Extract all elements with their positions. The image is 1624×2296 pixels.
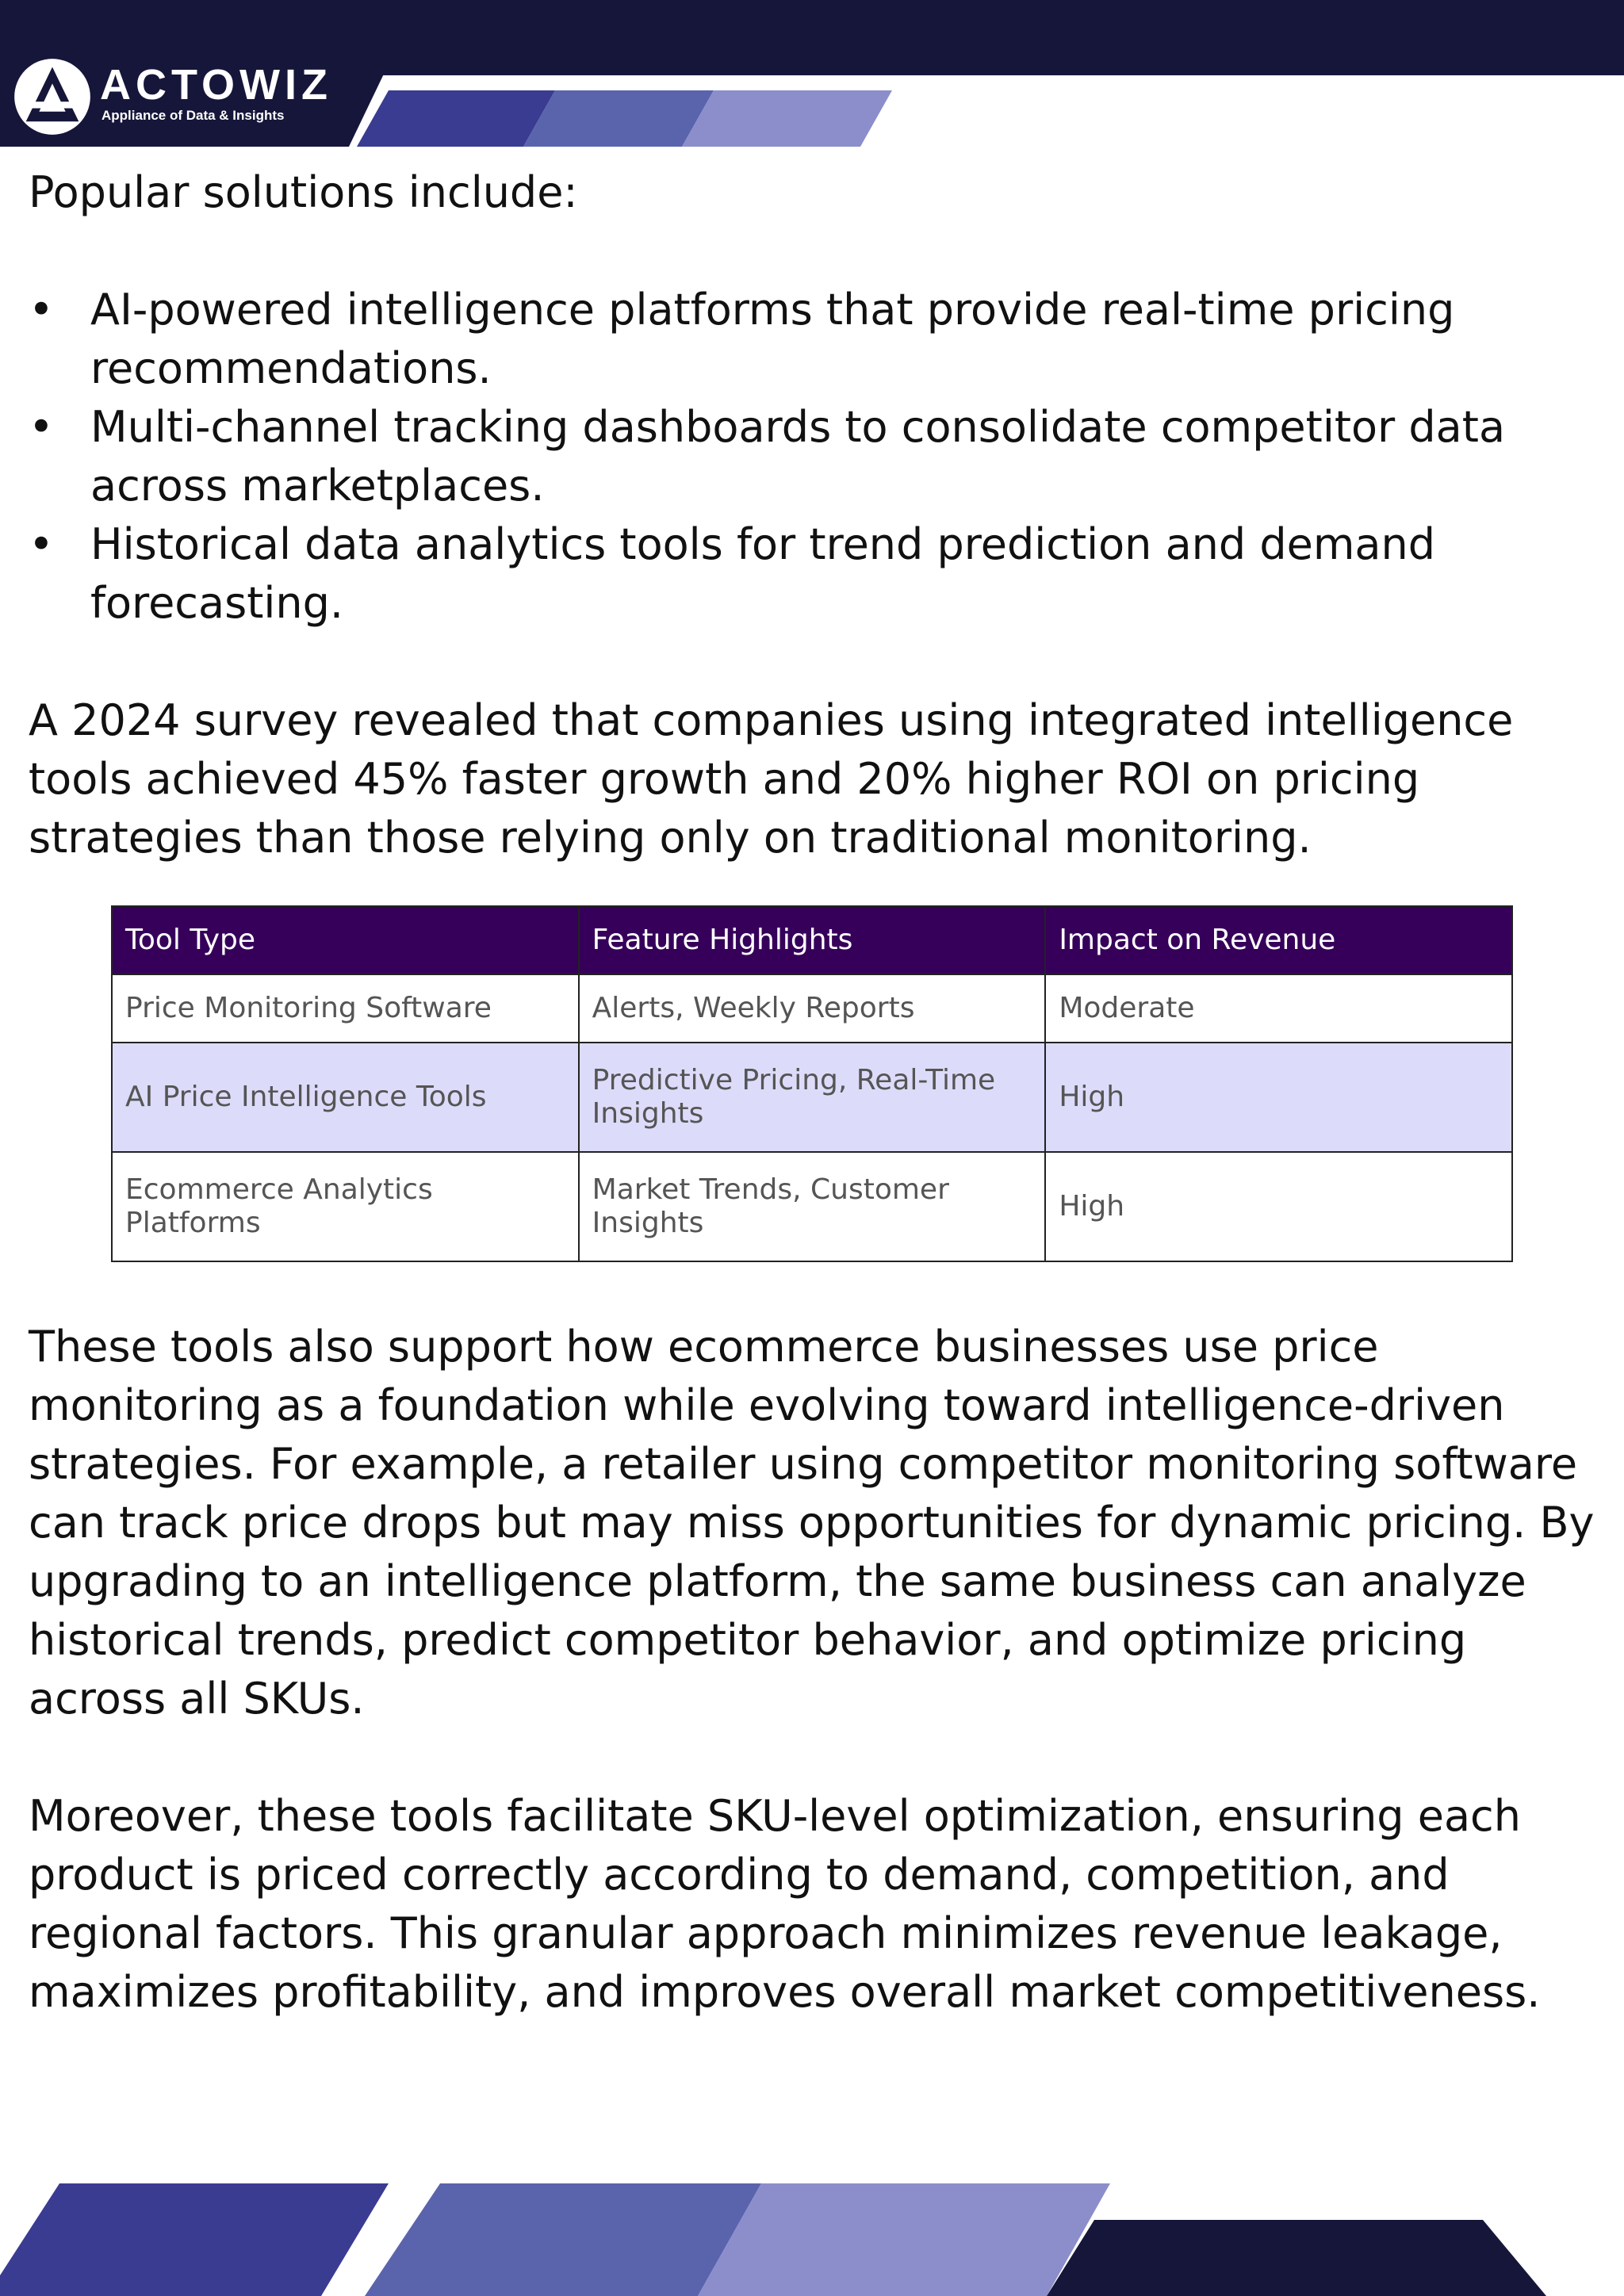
table-cell: Alerts, Weekly Reports	[579, 974, 1046, 1043]
table-cell: Price Monitoring Software	[112, 974, 579, 1043]
list-item-text: AI-powered intelligence platforms that provide real-time pricing recommendations.	[90, 285, 1455, 393]
tools-table	[111, 905, 1513, 1262]
body-paragraph-1: These tools also support how ecommerce businesses use price monitoring as a foundation while evolving toward intelligence-driven strategies. For example, a retailer using competitor monitoring software can track price drops but may miss opportunities for dynamic pricing. By upgrading to an intelligence platform, the same business can analyze historical trends, predict competitor behavior, and optimize pricing across all SKUs.	[29, 1322, 1595, 1724]
column-header: Tool Type	[112, 906, 579, 974]
actowiz-logo-icon	[11, 55, 94, 138]
list-item	[29, 281, 1599, 398]
spacer	[29, 1728, 1599, 1787]
spacer	[29, 633, 1599, 691]
survey-paragraph: A 2024 survey revealed that companies using integrated intelligence tools achieved 45% faster growth and 20% higher ROI on pricing strategies than those relying only on traditional monitoring.	[29, 695, 1514, 863]
list-item-text: Multi-channel tracking dashboards to consolidate competitor data across marketplaces.	[90, 402, 1506, 511]
bullet-icon: •	[29, 402, 54, 452]
table-cell: High	[1045, 1152, 1512, 1261]
table-header-row	[112, 906, 1512, 974]
tools-table-container	[111, 905, 1599, 1262]
table-cell: High	[1045, 1043, 1512, 1152]
list-item-text: Historical data analytics tools for trend prediction and demand forecasting.	[90, 519, 1436, 628]
table-cell: AI Price Intelligence Tools	[112, 1043, 579, 1152]
table-row	[112, 1043, 1512, 1152]
column-header: Feature Highlights	[579, 906, 1046, 974]
bullet-icon: •	[29, 519, 54, 569]
footer-decoration	[0, 2180, 1624, 2296]
table-cell: Moderate	[1045, 974, 1512, 1043]
column-header: Impact on Revenue	[1045, 906, 1512, 974]
table-cell: Predictive Pricing, Real-Time Insights	[579, 1043, 1046, 1152]
page-content	[29, 163, 1599, 2022]
brand-tagline: Appliance of Data & Insights	[102, 108, 285, 123]
footer-band	[0, 2180, 1624, 2296]
brand-name: ACTOWIZ	[100, 61, 332, 109]
table-cell: Market Trends, Customer Insights	[579, 1152, 1046, 1261]
bullet-icon: •	[29, 285, 54, 335]
list-item	[29, 398, 1599, 515]
intro-text: Popular solutions include:	[29, 167, 578, 217]
table-row	[112, 1152, 1512, 1261]
solutions-list	[29, 281, 1599, 633]
list-item	[29, 515, 1599, 633]
table-cell: Ecommerce Analytics Platforms	[112, 1152, 579, 1261]
spacer	[29, 222, 1599, 281]
brand-logo	[6, 52, 339, 140]
table-row	[112, 974, 1512, 1043]
body-paragraph-2: Moreover, these tools facilitate SKU-level optimization, ensuring each product is priced correctly according to demand, competition, and regional factors. This granular approach minimizes revenue leakage, maximizes profitability, and improves overall market competitiveness.	[29, 1791, 1541, 2017]
